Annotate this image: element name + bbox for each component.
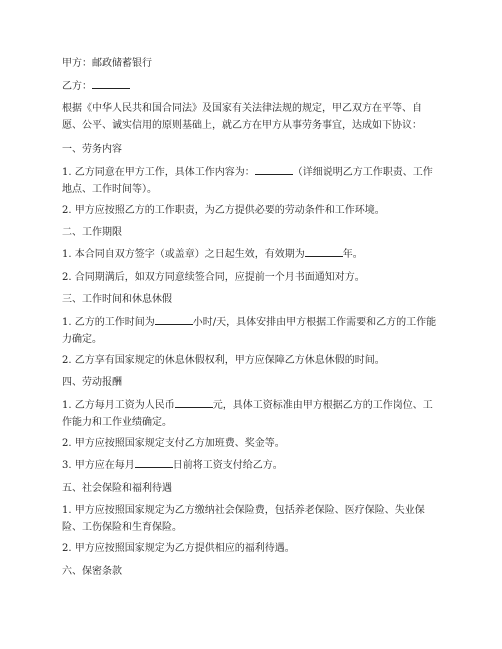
section-4-item-3 xyxy=(62,457,440,474)
s4-i3-post: 日前将工资支付给乙方。 xyxy=(172,460,283,471)
section-1-item-1 xyxy=(62,164,440,198)
s2-i1-pre: 1. 本合同自双方签字（或盖章）之日起生效，有效期为 xyxy=(62,249,305,260)
s2-i1-blank xyxy=(305,247,343,257)
section-3-title: 三、工作时间和休息休假 xyxy=(62,294,172,305)
section-5-title: 五、社会保险和福利待遇 xyxy=(62,483,172,494)
s3-i1-blank xyxy=(155,315,193,325)
section-4-item-2: 2. 甲方应按照国家规定支付乙方加班费、奖金等。 xyxy=(62,438,285,449)
party-b-blank xyxy=(92,79,130,89)
section-3-item-2: 2. 乙方享有国家规定的休息休假权利，甲方应保障乙方休息休假的时间。 xyxy=(62,355,385,366)
section-1-title: 一、劳务内容 xyxy=(62,144,122,155)
party-a-line: 甲方：邮政储蓄银行 xyxy=(62,58,152,69)
s2-i1-post: 年。 xyxy=(342,249,363,260)
section-4-item-1 xyxy=(62,397,440,431)
s4-i1-blank xyxy=(175,398,213,408)
s1-i1-blank xyxy=(255,165,293,175)
s1-i1-post: （详细说明乙方工作职责、工作地点、工作时间等）。 xyxy=(62,167,433,195)
s3-i1-pre: 1. 乙方的工作时间为 xyxy=(62,317,155,328)
section-4-title: 四、劳动报酬 xyxy=(62,377,122,388)
section-3-item-1 xyxy=(62,314,440,348)
s4-i3-blank xyxy=(135,458,173,468)
section-5-item-1: 1. 甲方应按照国家规定为乙方缴纳社会保险费，包括养老保险、医疗保险、失业保险、工伤保险和生育保险。 xyxy=(62,505,425,533)
s3-i1-post: 小时/天，具体安排由甲方根据工作需要和乙方的工作能力确定。 xyxy=(62,317,437,345)
section-2-item-1 xyxy=(62,246,440,263)
s4-i1-post: 元，具体工资标准由甲方根据乙方的工作岗位、工作能力和工作业绩确定。 xyxy=(62,400,433,428)
party-b-line xyxy=(62,78,440,95)
section-2-title: 二、工作期限 xyxy=(62,227,122,238)
section-6-title: 六、保密条款 xyxy=(62,566,122,577)
s4-i1-pre: 1. 乙方每月工资为人民币 xyxy=(62,400,175,411)
s4-i3-pre: 3. 甲方应在每月 xyxy=(62,460,135,471)
party-b-label: 乙方： xyxy=(62,81,92,92)
intro-paragraph: 根据《中华人民共和国合同法》及国家有关法律法规的规定，甲乙双方在平等、自愿、公平、诚实信用的原则基础上，就乙方在甲方从事劳务事宜，达成如下协议： xyxy=(62,103,422,131)
section-2-item-2: 2. 合同期满后，如双方同意续签合同，应提前一个月书面通知对方。 xyxy=(62,272,365,283)
section-1-item-2: 2. 甲方应按照乙方的工作职责，为乙方提供必要的劳动条件和工作环境。 xyxy=(62,205,385,216)
s1-i1-pre: 1. 乙方同意在甲方工作，具体工作内容为： xyxy=(62,167,255,178)
section-5-item-2: 2. 甲方应按照国家规定为乙方提供相应的福利待遇。 xyxy=(62,543,295,554)
